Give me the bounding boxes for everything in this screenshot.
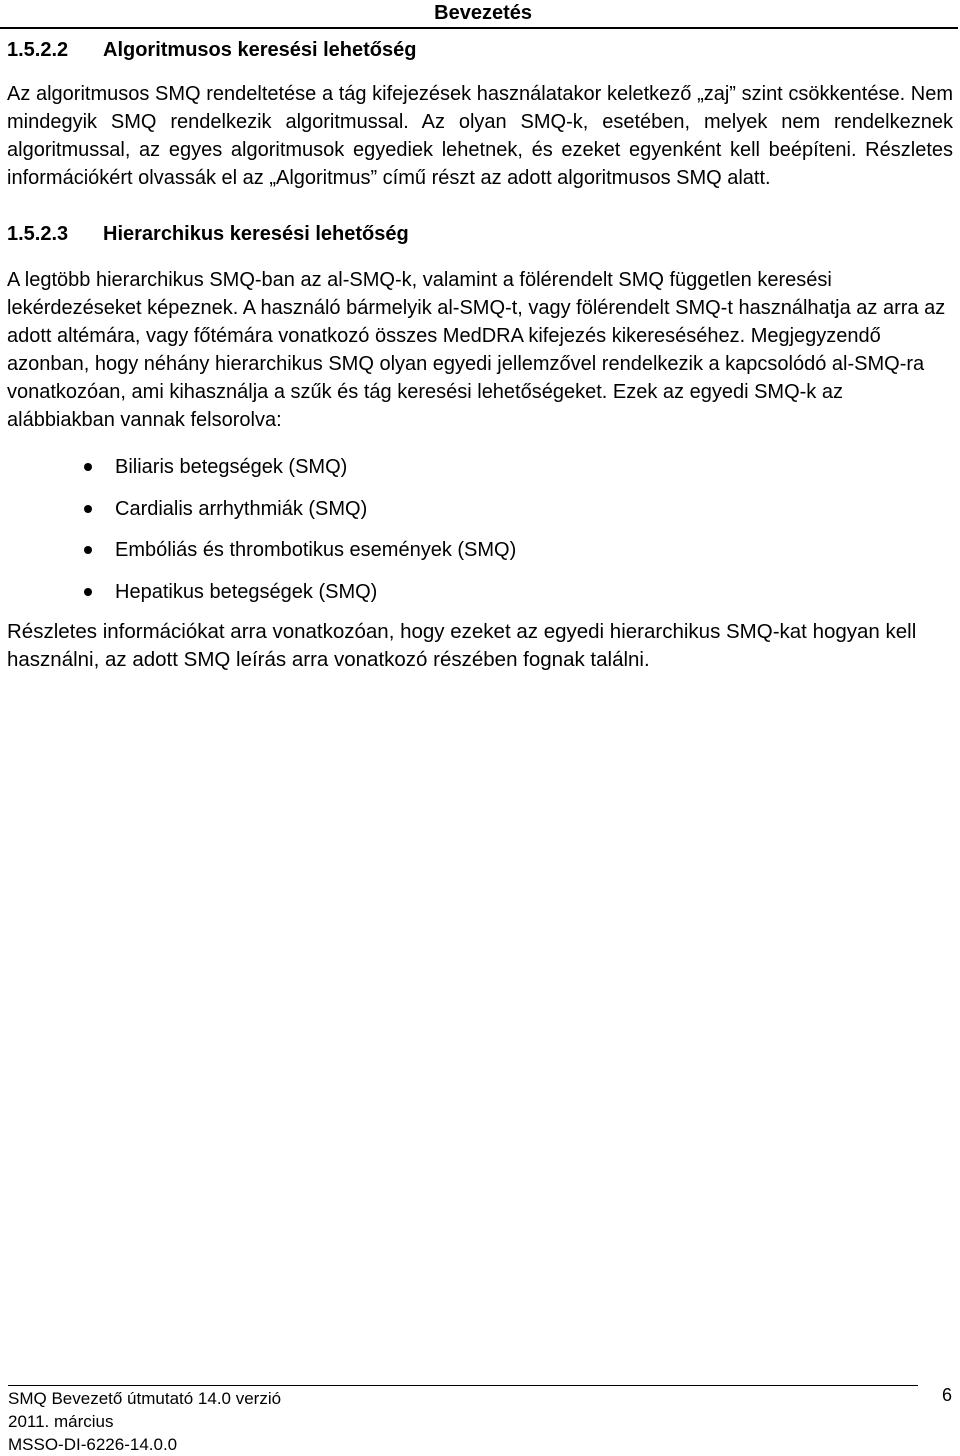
footer-date: 2011. március bbox=[8, 1412, 114, 1431]
footer-document-id: MSSO-DI-6226-14.0.0 bbox=[8, 1435, 178, 1454]
list-item bbox=[7, 578, 953, 606]
section-number: 1.5.2.3 bbox=[7, 223, 69, 245]
list-item-label: Embóliás és thrombotikus események (SMQ) bbox=[115, 539, 517, 561]
section-number: 1.5.2.2 bbox=[7, 39, 69, 61]
bullet-icon bbox=[84, 505, 92, 513]
list-item-label: Biliaris betegségek (SMQ) bbox=[115, 456, 348, 478]
header-title: Bevezetés bbox=[434, 2, 532, 24]
page-footer bbox=[0, 1378, 960, 1454]
list-item bbox=[7, 536, 953, 564]
footer-document-title: SMQ Bevezető útmutató 14.0 verzió bbox=[8, 1389, 282, 1408]
bullet-icon bbox=[84, 546, 92, 554]
list-item-label: Cardialis arrhythmiák (SMQ) bbox=[115, 497, 368, 520]
algorithmic-paragraph: Az algoritmusos SMQ rendeltetése a tág kifejezések használatakor keletkező „zaj” szint csökkentése. Nem mindegyik SMQ rendelkezik algoritmussal. Az olyan SMQ-k, esetében, melyek nem rendelkeznek algoritmussal, az egyes algoritmusok egyediek lehetnek, és ezeket egyenként kell beépíteni. Részletes információkért olvassák el az „Algoritmus” című részt az adott algoritmusos SMQ alatt. bbox=[7, 83, 953, 189]
section-title: Hierarchikus keresési lehetőség bbox=[103, 223, 409, 245]
bullet-icon bbox=[84, 463, 92, 471]
hierarchical-paragraph: A legtöbb hierarchikus SMQ-ban az al-SMQ-k, valamint a fölérendelt SMQ független keresési lekérdezéseket képeznek. A használó bármelyik al-SMQ-t, vagy fölérendelt SMQ-t használhatja az arra az adott altémára, vagy főtémára vonatkozó összes MedDRA kifejezés kikereséséhez. Megjegyzendő azonban, hogy néhány hierarchikus SMQ olyan egyedi jellemzővel rendelkezik a kapcsolódó al-SMQ-ra vonatkozóan, ami kihasználja a szűk és tág keresési lehetőségeket. Ezek az egyedi SMQ-k az alábbiakban vannak felsorolva: bbox=[7, 269, 946, 431]
document-body bbox=[7, 36, 953, 674]
page-header bbox=[0, 0, 960, 30]
section-heading-hierarchical bbox=[7, 220, 953, 248]
special-smq-list bbox=[7, 453, 953, 606]
list-item bbox=[7, 495, 953, 523]
list-item bbox=[7, 453, 953, 481]
section-title: Algoritmusos keresési lehetőség bbox=[103, 39, 417, 61]
header-rule bbox=[0, 27, 958, 29]
list-item-label: Hepatikus betegségek (SMQ) bbox=[115, 580, 378, 603]
footer-rule bbox=[8, 1385, 918, 1386]
bullet-icon bbox=[84, 588, 92, 596]
section-heading-algorithmic bbox=[7, 36, 953, 64]
page-number: 6 bbox=[941, 1385, 952, 1405]
closing-paragraph: Részletes információkat arra vonatkozóan, hogy ezeket az egyedi hierarchikus SMQ-kat hogyan kell használni, az adott SMQ leírás arra vonatkozó részében fognak találni. bbox=[7, 620, 917, 671]
